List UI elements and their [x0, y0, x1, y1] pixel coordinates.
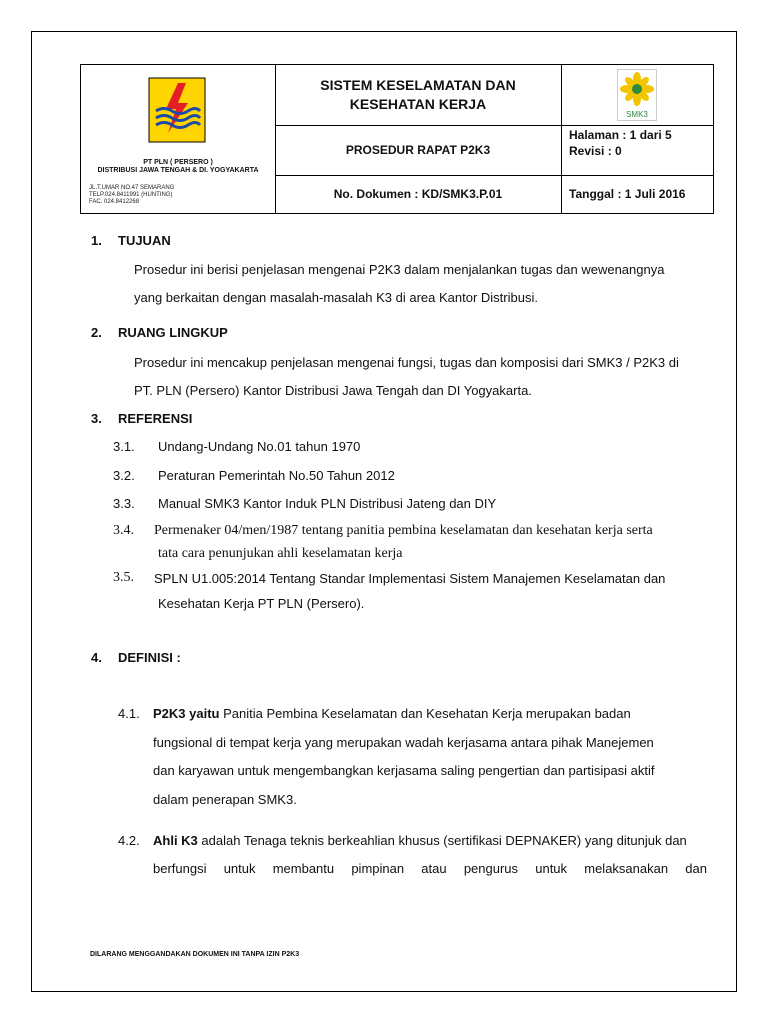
section-number: 4.	[91, 650, 102, 665]
list-item-number: 3.4.	[113, 523, 134, 538]
list-item-number: 3.5.	[113, 570, 134, 585]
list-item: Peraturan Pemerintah No.50 Tahun 2012	[158, 468, 395, 483]
list-item-continuation: Kesehatan Kerja PT PLN (Persero).	[158, 596, 365, 611]
definition-term: P2K3 yaitu Panitia Pembina Keselamatan dan Kesehatan Kerja merupakan badan	[153, 706, 631, 721]
company-name: PT PLN ( PERSERO ) DISTRIBUSI JAWA TENGAH & DI. YOGYAKARTA	[97, 159, 259, 174]
section-title-tujuan: TUJUAN	[118, 233, 171, 248]
section-title-referensi: REFERENSI	[118, 411, 193, 426]
paragraph-line: yang berkaitan dengan masalah-masalah K3 di area Kantor Distribusi.	[134, 290, 538, 305]
footer-notice: DILARANG MENGGANDAKAN DOKUMEN INI TANPA IZIN P2K3	[90, 951, 300, 958]
section-number: 1.	[91, 233, 102, 248]
section-number: 2.	[91, 325, 102, 340]
section-title-ruang-lingkup: RUANG LINGKUP	[118, 325, 228, 340]
document-number: No. Dokumen : KD/SMK3.P.01	[333, 187, 503, 201]
paragraph-line: dalam penerapan SMK3.	[153, 792, 297, 807]
list-item: Manual SMK3 Kantor Induk PLN Distribusi Jateng dan DIY	[158, 496, 497, 511]
paragraph-line: dan karyawan untuk mengembangkan kerjasama saling pengertian dan partisipasi aktif	[153, 763, 655, 778]
svg-text:SMK3: SMK3	[626, 110, 648, 119]
list-item-number: 3.1.	[113, 439, 135, 454]
list-item: Permenaker 04/men/1987 tentang panitia pembina keselamatan dan kesehatan kerja serta	[154, 523, 653, 538]
company-address: JL.T.UMAR NO.47 SEMARANG TELP.024.8411991 (HUNTING) FAC. 024.8412268	[89, 185, 175, 205]
paragraph-line: Prosedur ini mencakup penjelasan mengenai fungsi, tugas dan komposisi dari SMK3 / P2K3 di	[134, 355, 679, 370]
definition-number: 4.1.	[118, 706, 140, 721]
section-title-definisi: DEFINISI :	[118, 650, 181, 665]
procedure-name: PROSEDUR RAPAT P2K3	[345, 143, 491, 157]
document-date: Tanggal : 1 Juli 2016	[569, 187, 686, 201]
page-revision-info: Halaman : 1 dari 5 Revisi : 0	[569, 128, 672, 158]
list-item-number: 3.3.	[113, 496, 135, 511]
document-title: SISTEM KESELAMATAN DAN KESEHATAN KERJA	[320, 77, 516, 112]
paragraph-line: PT. PLN (Persero) Kantor Distribusi Jawa Tengah dan DI Yogyakarta.	[134, 383, 532, 398]
paragraph-line: Prosedur ini berisi penjelasan mengenai P2K3 dalam menjalankan tugas dan wewenangnya	[134, 262, 665, 277]
list-item: Undang-Undang No.01 tahun 1970	[158, 439, 361, 454]
section-number: 3.	[91, 411, 102, 426]
list-item: SPLN U1.005:2014 Tentang Standar Implementasi Sistem Manajemen Keselamatan dan	[154, 571, 666, 586]
list-item-number: 3.2.	[113, 468, 135, 483]
definition-term: Ahli K3 adalah Tenaga teknis berkeahlian khusus (sertifikasi DEPNAKER) yang ditunjuk dan	[153, 833, 687, 848]
paragraph-line-justified: berfungsi untuk membantu pimpinan atau pengurus untuk melaksanakan dan	[153, 861, 707, 876]
paragraph-line: fungsional di tempat kerja yang merupakan wadah kerjasama antara pihak Manejemen	[153, 735, 654, 750]
definition-number: 4.2.	[118, 833, 140, 848]
list-item-continuation: tata cara penunjukan ahli keselamatan kerja	[158, 546, 403, 561]
